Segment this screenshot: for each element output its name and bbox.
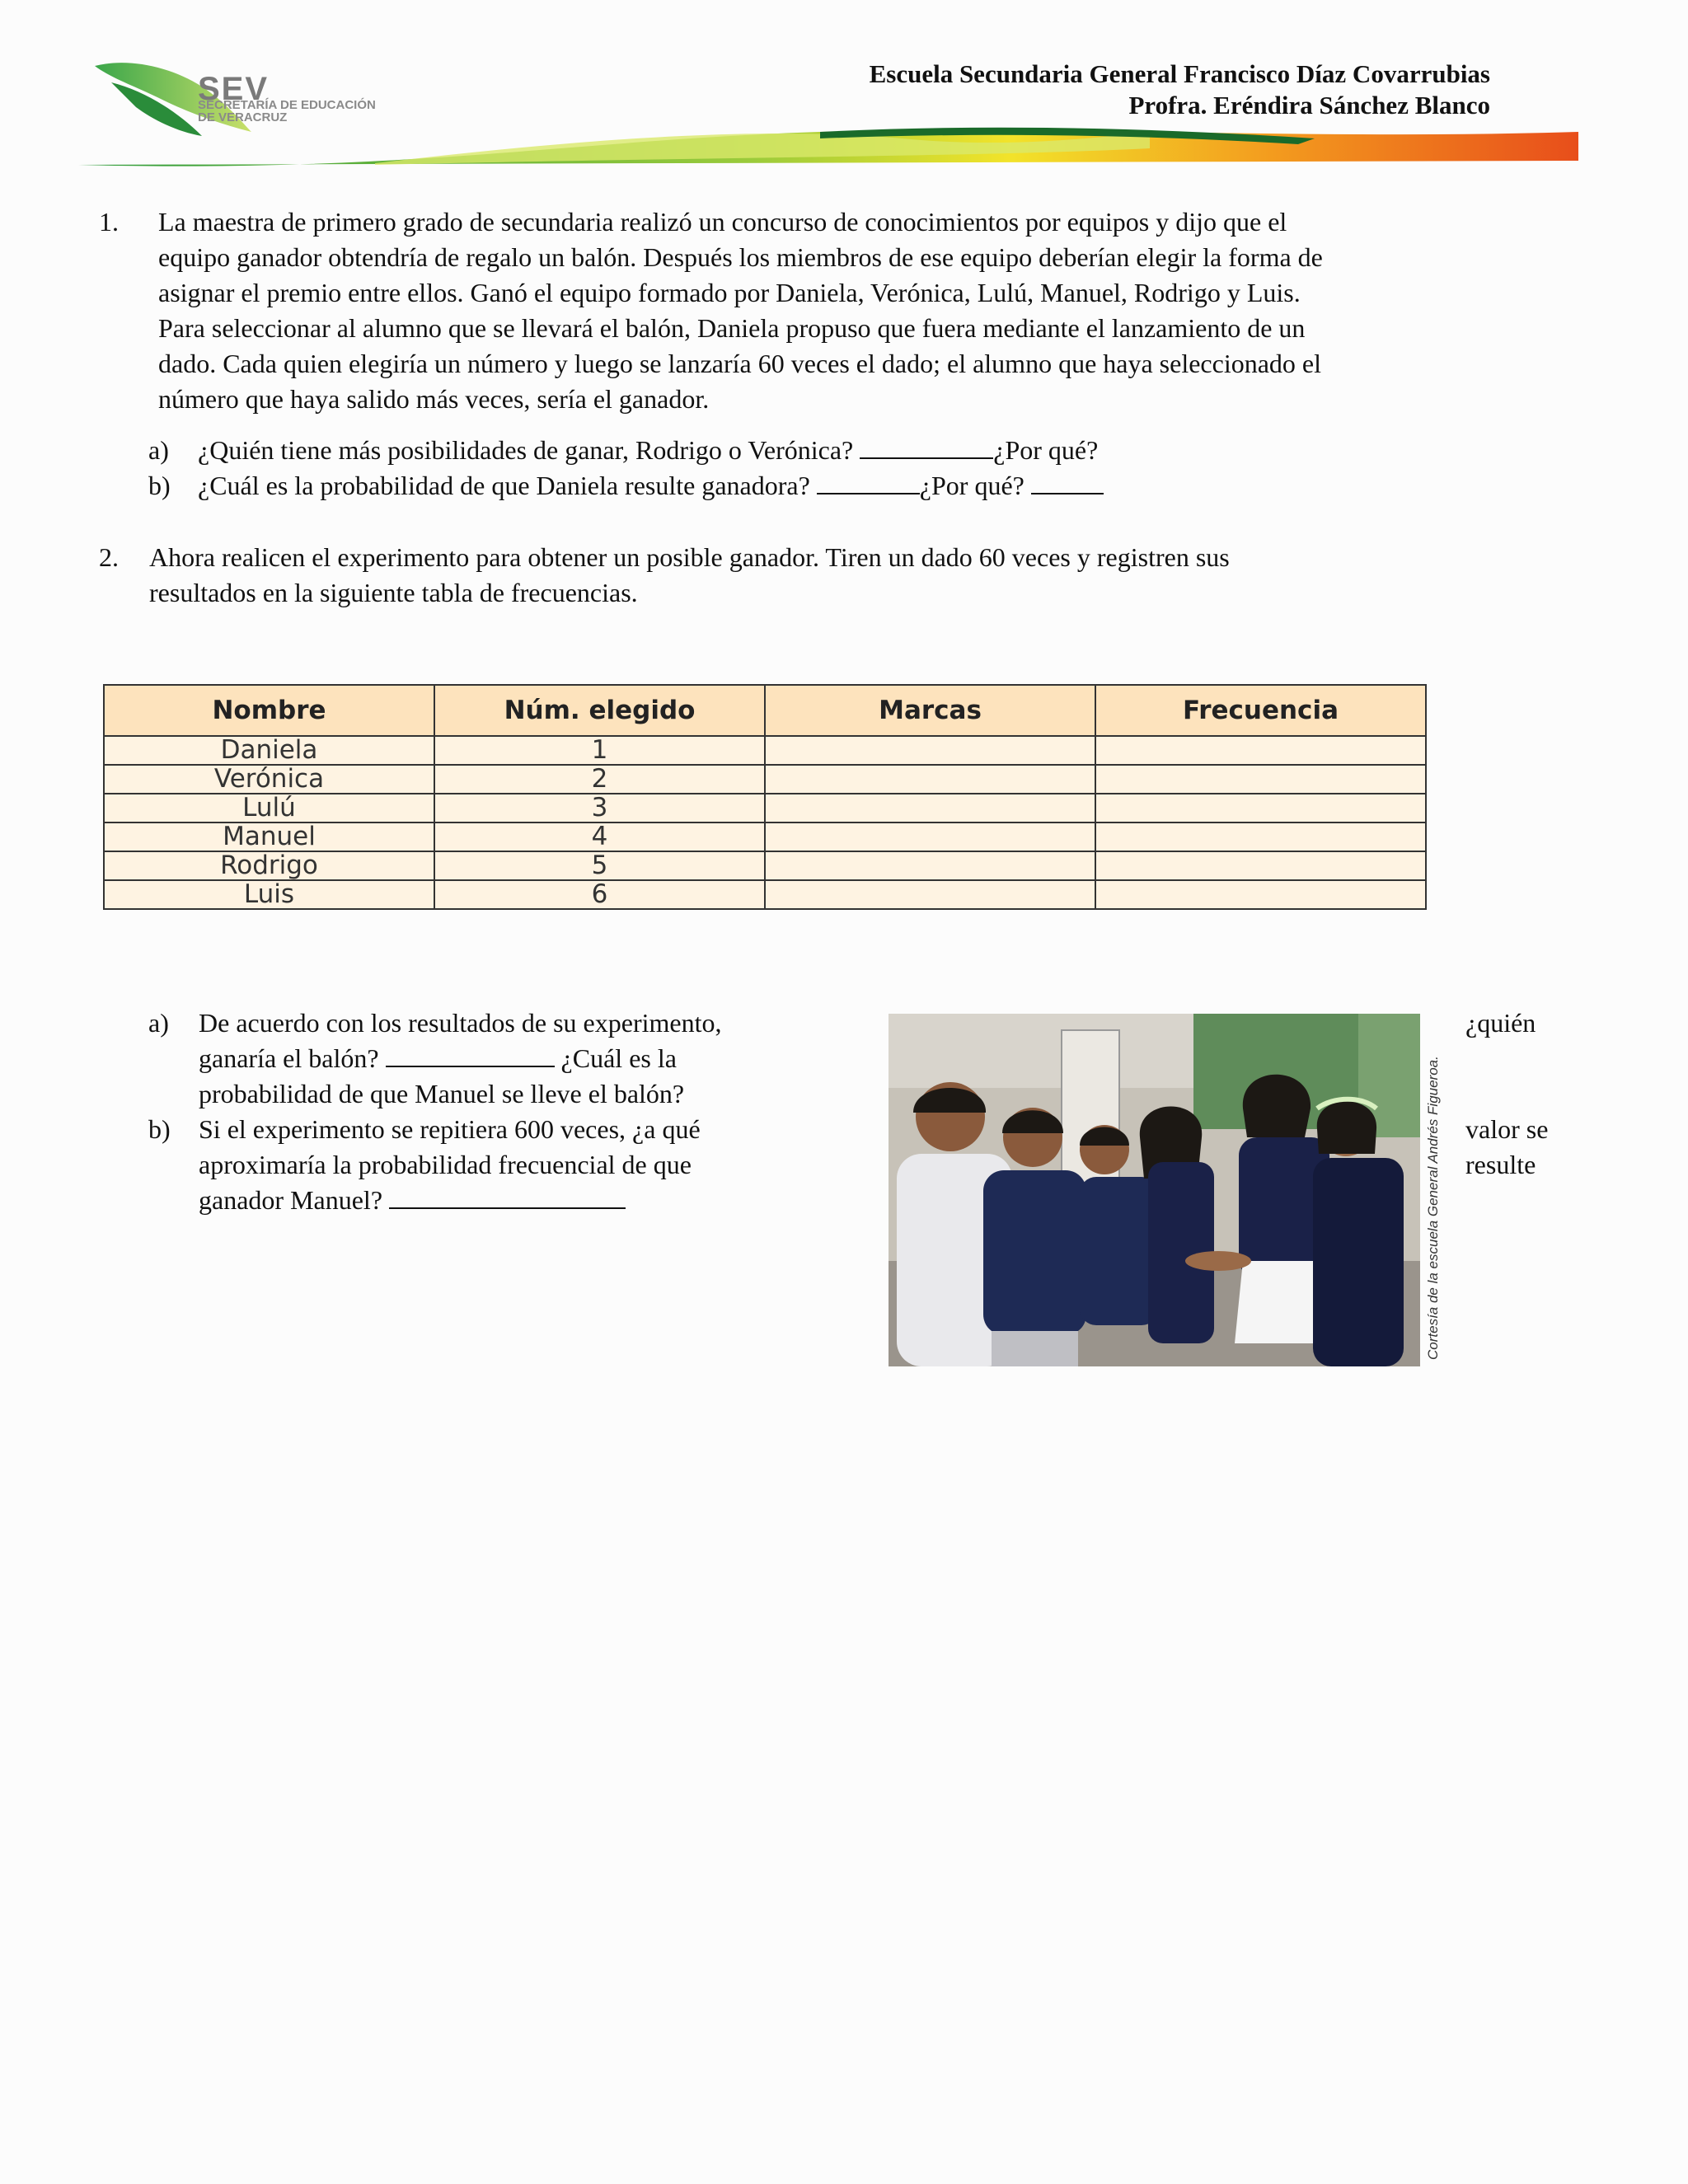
cell-num-elegido: 6	[434, 880, 765, 909]
question-2a-line-2-post: ¿Cuál es la	[560, 1043, 677, 1073]
answer-2a-blank[interactable]	[386, 1041, 555, 1067]
question-2b-line-3	[199, 1183, 701, 1218]
question-2b-line-1-right: valor se	[1465, 1114, 1549, 1144]
students-photo	[889, 1014, 1441, 1366]
question-2a-line: probabilidad de que Manuel se lleve el balón?	[199, 1079, 685, 1108]
question-2-number: 2.	[99, 542, 119, 572]
question-1a-tail: ¿Por qué?	[993, 435, 1099, 465]
question-1-text	[158, 204, 1323, 417]
logo-title: SEV	[198, 71, 270, 107]
column-header-num-elegido: Núm. elegido	[434, 685, 765, 736]
table-row	[104, 823, 1426, 851]
cell-nombre: Luis	[104, 880, 434, 909]
question-1a-label: a)	[148, 435, 169, 465]
question-1-line: Para seleccionar al alumno que se llevará el balón, Daniela propuso que fuera mediante el lanzamiento de un	[158, 313, 1306, 343]
question-1b-tail: ¿Por qué?	[919, 471, 1025, 500]
cell-nombre: Daniela	[104, 736, 434, 765]
question-2a-label: a)	[148, 1008, 169, 1038]
logo-subtitle-line-1: SECRETARÍA DE EDUCACIÓN	[198, 98, 376, 112]
question-2a-line-2	[199, 1041, 721, 1076]
students-photo-illustration	[889, 1014, 1437, 1366]
question-1-line: dado. Cada quien elegiría un número y luego se lanzaría 60 veces el dado; el alumno que haya seleccionado el	[158, 349, 1322, 378]
cell-num-elegido: 2	[434, 765, 765, 794]
question-2b-line-2-right: resulte	[1465, 1150, 1536, 1179]
cell-marcas[interactable]	[765, 765, 1095, 794]
question-1a	[198, 433, 1098, 468]
question-2a-line-1-right: ¿quién	[1465, 1008, 1536, 1038]
question-2b	[199, 1112, 701, 1218]
table-row	[104, 765, 1426, 794]
page-header	[78, 49, 1611, 173]
column-header-nombre: Nombre	[104, 685, 434, 736]
question-1b-text: ¿Cuál es la probabilidad de que Daniela resulte ganadora?	[198, 471, 810, 500]
question-2a	[199, 1005, 721, 1112]
table-header-row	[104, 685, 1426, 736]
cell-frecuencia[interactable]	[1095, 823, 1426, 851]
question-1b-label: b)	[148, 471, 171, 500]
question-2b-label: b)	[148, 1114, 171, 1144]
question-1-line: equipo ganador obtendría de regalo un balón. Después los miembros de ese equipo deberían elegir la forma de	[158, 242, 1323, 272]
question-1a-text: ¿Quién tiene más posibilidades de ganar, Rodrigo o Verónica?	[198, 435, 854, 465]
question-2b-line: Si el experimento se repitiera 600 veces, ¿a qué	[199, 1114, 701, 1144]
column-header-frecuencia: Frecuencia	[1095, 685, 1426, 736]
question-2-line: Ahora realicen el experimento para obtener un posible ganador. Tiren un dado 60 veces y registren sus	[149, 542, 1230, 572]
question-1-line: asignar el premio entre ellos. Ganó el equipo formado por Daniela, Verónica, Lulú, Manuel, Rodrigo y Luis.	[158, 278, 1301, 307]
question-2-text	[149, 540, 1230, 611]
school-name: Escuela Secundaria General Francisco Díaz Covarrubias	[869, 59, 1490, 88]
question-2a-line-2-pre: ganaría el balón?	[199, 1043, 379, 1073]
answer-2b-blank[interactable]	[389, 1183, 626, 1209]
table-row	[104, 851, 1426, 880]
photo-credit: Cortesía de la escuela General Andrés Figueroa.	[1425, 1056, 1441, 1360]
cell-marcas[interactable]	[765, 851, 1095, 880]
cell-num-elegido: 5	[434, 851, 765, 880]
cell-num-elegido: 3	[434, 794, 765, 823]
cell-frecuencia[interactable]	[1095, 880, 1426, 909]
question-2b-line-3-text: ganador Manuel?	[199, 1185, 383, 1215]
cell-frecuencia[interactable]	[1095, 794, 1426, 823]
question-2-line: resultados en la siguiente tabla de frecuencias.	[149, 578, 638, 607]
question-1b	[198, 468, 1104, 504]
cell-nombre: Verónica	[104, 765, 434, 794]
question-1-number: 1.	[99, 207, 119, 237]
cell-marcas[interactable]	[765, 823, 1095, 851]
question-1-line: número que haya salido más veces, sería el ganador.	[158, 384, 710, 414]
answer-1a-blank[interactable]	[860, 433, 993, 459]
teacher-name: Profra. Eréndira Sánchez Blanco	[1128, 91, 1490, 120]
cell-marcas[interactable]	[765, 794, 1095, 823]
cell-nombre: Manuel	[104, 823, 434, 851]
cell-frecuencia[interactable]	[1095, 736, 1426, 765]
cell-num-elegido: 1	[434, 736, 765, 765]
cell-marcas[interactable]	[765, 880, 1095, 909]
cell-frecuencia[interactable]	[1095, 851, 1426, 880]
cell-nombre: Lulú	[104, 794, 434, 823]
table-row	[104, 736, 1426, 765]
answer-1b-blank[interactable]	[817, 468, 920, 494]
column-header-marcas: Marcas	[765, 685, 1095, 736]
question-2b-line: aproximaría la probabilidad frecuencial de que	[199, 1150, 692, 1179]
logo-subtitle	[198, 99, 376, 124]
cell-num-elegido: 4	[434, 823, 765, 851]
question-2a-line: De acuerdo con los resultados de su experimento,	[199, 1008, 722, 1038]
question-1-line: La maestra de primero grado de secundaria realizó un concurso de conocimientos por equipos y dijo que el	[158, 207, 1287, 237]
table-row	[104, 794, 1426, 823]
cell-nombre: Rodrigo	[104, 851, 434, 880]
table-row	[104, 880, 1426, 909]
cell-marcas[interactable]	[765, 736, 1095, 765]
frequency-table	[103, 684, 1427, 910]
answer-1b-why-blank[interactable]	[1031, 468, 1104, 494]
cell-frecuencia[interactable]	[1095, 765, 1426, 794]
logo-subtitle-line-2: DE VERACRUZ	[198, 110, 288, 124]
